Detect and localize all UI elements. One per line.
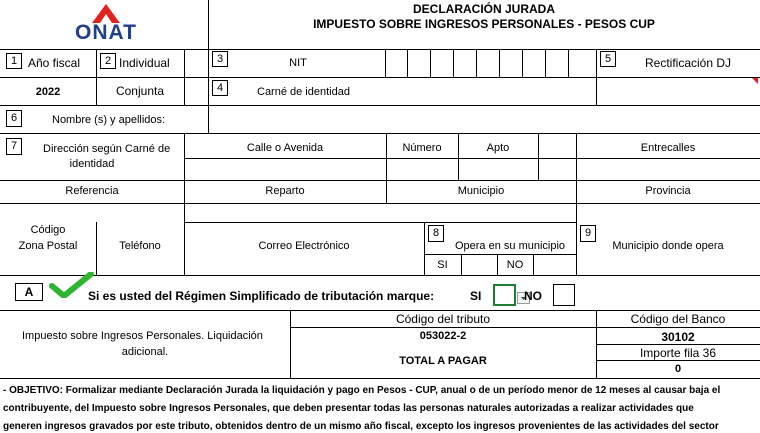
- importe-fila-36-label: Importe fila 36: [639, 346, 717, 360]
- municipio-label: Municipio: [457, 185, 505, 197]
- opera-no-checkbox[interactable]: [534, 255, 575, 274]
- nit-label: NIT: [289, 57, 307, 69]
- onat-logo: [70, 2, 142, 46]
- regimen-si-checkbox[interactable]: [493, 284, 516, 306]
- codigo-label: Código: [30, 224, 66, 236]
- anio-fiscal-label: Año fiscal: [28, 56, 81, 70]
- nombre-apellidos-input[interactable]: [209, 106, 759, 132]
- rectificacion-input[interactable]: [597, 78, 757, 104]
- objetivo-line1: - OBJETIVO: Formalizar mediante Declaración Jurada la liquidación y pago en Pesos - CUP, anual o de un período menor de 12 meses al causar baja el: [3, 385, 721, 396]
- regimen-si-label: SI: [470, 289, 482, 303]
- direccion-label-line2: identidad: [69, 158, 115, 170]
- field-number-4: 4: [212, 80, 228, 96]
- direccion-label-line1: Dirección según Carné de: [43, 143, 171, 155]
- field-number-5: 5: [600, 51, 616, 67]
- section-a-box: A: [15, 283, 43, 301]
- regimen-no-checkbox[interactable]: [553, 284, 575, 306]
- carne-identidad-input[interactable]: [386, 78, 596, 104]
- form-title-line1: DECLARACIÓN JURADA: [412, 2, 555, 16]
- field-number-9: 9: [580, 225, 596, 242]
- opera-si-checkbox[interactable]: [462, 255, 496, 274]
- provincia-label: Provincia: [645, 185, 691, 197]
- zona-postal-label: Zona Postal: [18, 240, 78, 252]
- correo-electronico-label: Correo Electrónico: [258, 240, 350, 252]
- field-number-7: 7: [6, 138, 22, 155]
- individual-checkbox[interactable]: [185, 50, 207, 76]
- impuesto-description-line1: Impuesto sobre Ingresos Personales. Liquidación: [22, 330, 263, 342]
- carne-identidad-label: Carné de identidad: [257, 86, 350, 98]
- anio-fiscal-value[interactable]: 2022: [35, 86, 61, 98]
- numero-label: Número: [402, 142, 442, 154]
- codigo-tributo-value: 053022-2: [419, 330, 467, 342]
- codigo-banco-label: Código del Banco: [630, 312, 726, 326]
- total-a-pagar-value[interactable]: 0: [674, 363, 682, 375]
- form-title-line2: IMPUESTO SOBRE INGRESOS PERSONALES - PESOS CUP: [313, 17, 655, 31]
- entrecalles-label: Entrecalles: [640, 142, 696, 154]
- individual-label: Individual: [119, 56, 170, 70]
- reparto-label: Reparto: [265, 185, 305, 197]
- numero-input[interactable]: [387, 159, 457, 179]
- rectificacion-label: Rectificación DJ: [644, 56, 732, 70]
- opera-si-label: SI: [437, 259, 448, 271]
- field-number-8: 8: [428, 225, 444, 242]
- regimen-no-label: NO: [524, 289, 542, 303]
- apto-input[interactable]: [459, 159, 537, 179]
- nombre-apellidos-label: Nombre (s) y apellidos:: [52, 114, 166, 126]
- opera-no-label: NO: [506, 259, 524, 271]
- entrecalles-input[interactable]: [577, 159, 759, 179]
- total-a-pagar-label: TOTAL A PAGAR: [399, 355, 487, 367]
- conjunta-checkbox[interactable]: [185, 78, 207, 104]
- calle-avenida-input[interactable]: [185, 159, 385, 179]
- field-number-2: 2: [100, 53, 116, 69]
- nit-input[interactable]: [386, 50, 596, 76]
- objetivo-line3: generen ingresos gravados por este tributo, obtenidos dentro de un mismo año fiscal, excepto los ingresos provenientes de las actividades del sector: [3, 421, 719, 432]
- codigo-tributo-label: Código del tributo: [395, 312, 491, 326]
- field-number-3: 3: [212, 51, 228, 67]
- referencia-label: Referencia: [65, 185, 119, 197]
- conjunta-label: Conjunta: [115, 84, 165, 98]
- field-number-6: 6: [6, 110, 22, 127]
- opera-municipio-label: Opera en su municipio: [454, 240, 566, 252]
- regimen-question: Si es usted del Régimen Simplificado de tributación marque:: [88, 289, 435, 303]
- field-number-1: 1: [6, 53, 22, 69]
- apto-label: Apto: [486, 142, 510, 154]
- municipio-opera-label: Municipio donde opera: [612, 240, 724, 252]
- telefono-label: Teléfono: [119, 240, 161, 252]
- impuesto-description-line2: adicional.: [121, 346, 169, 358]
- calle-avenida-label: Calle o Avenida: [246, 142, 324, 154]
- objetivo-line2: contribuyente, del Impuesto sobre Ingresos Personales, que deben presentar todas las personas naturales autorizadas a realizar actividades que: [3, 403, 694, 414]
- codigo-banco-value: 30102: [661, 330, 695, 344]
- onat-logo-text: ONAT: [75, 21, 137, 44]
